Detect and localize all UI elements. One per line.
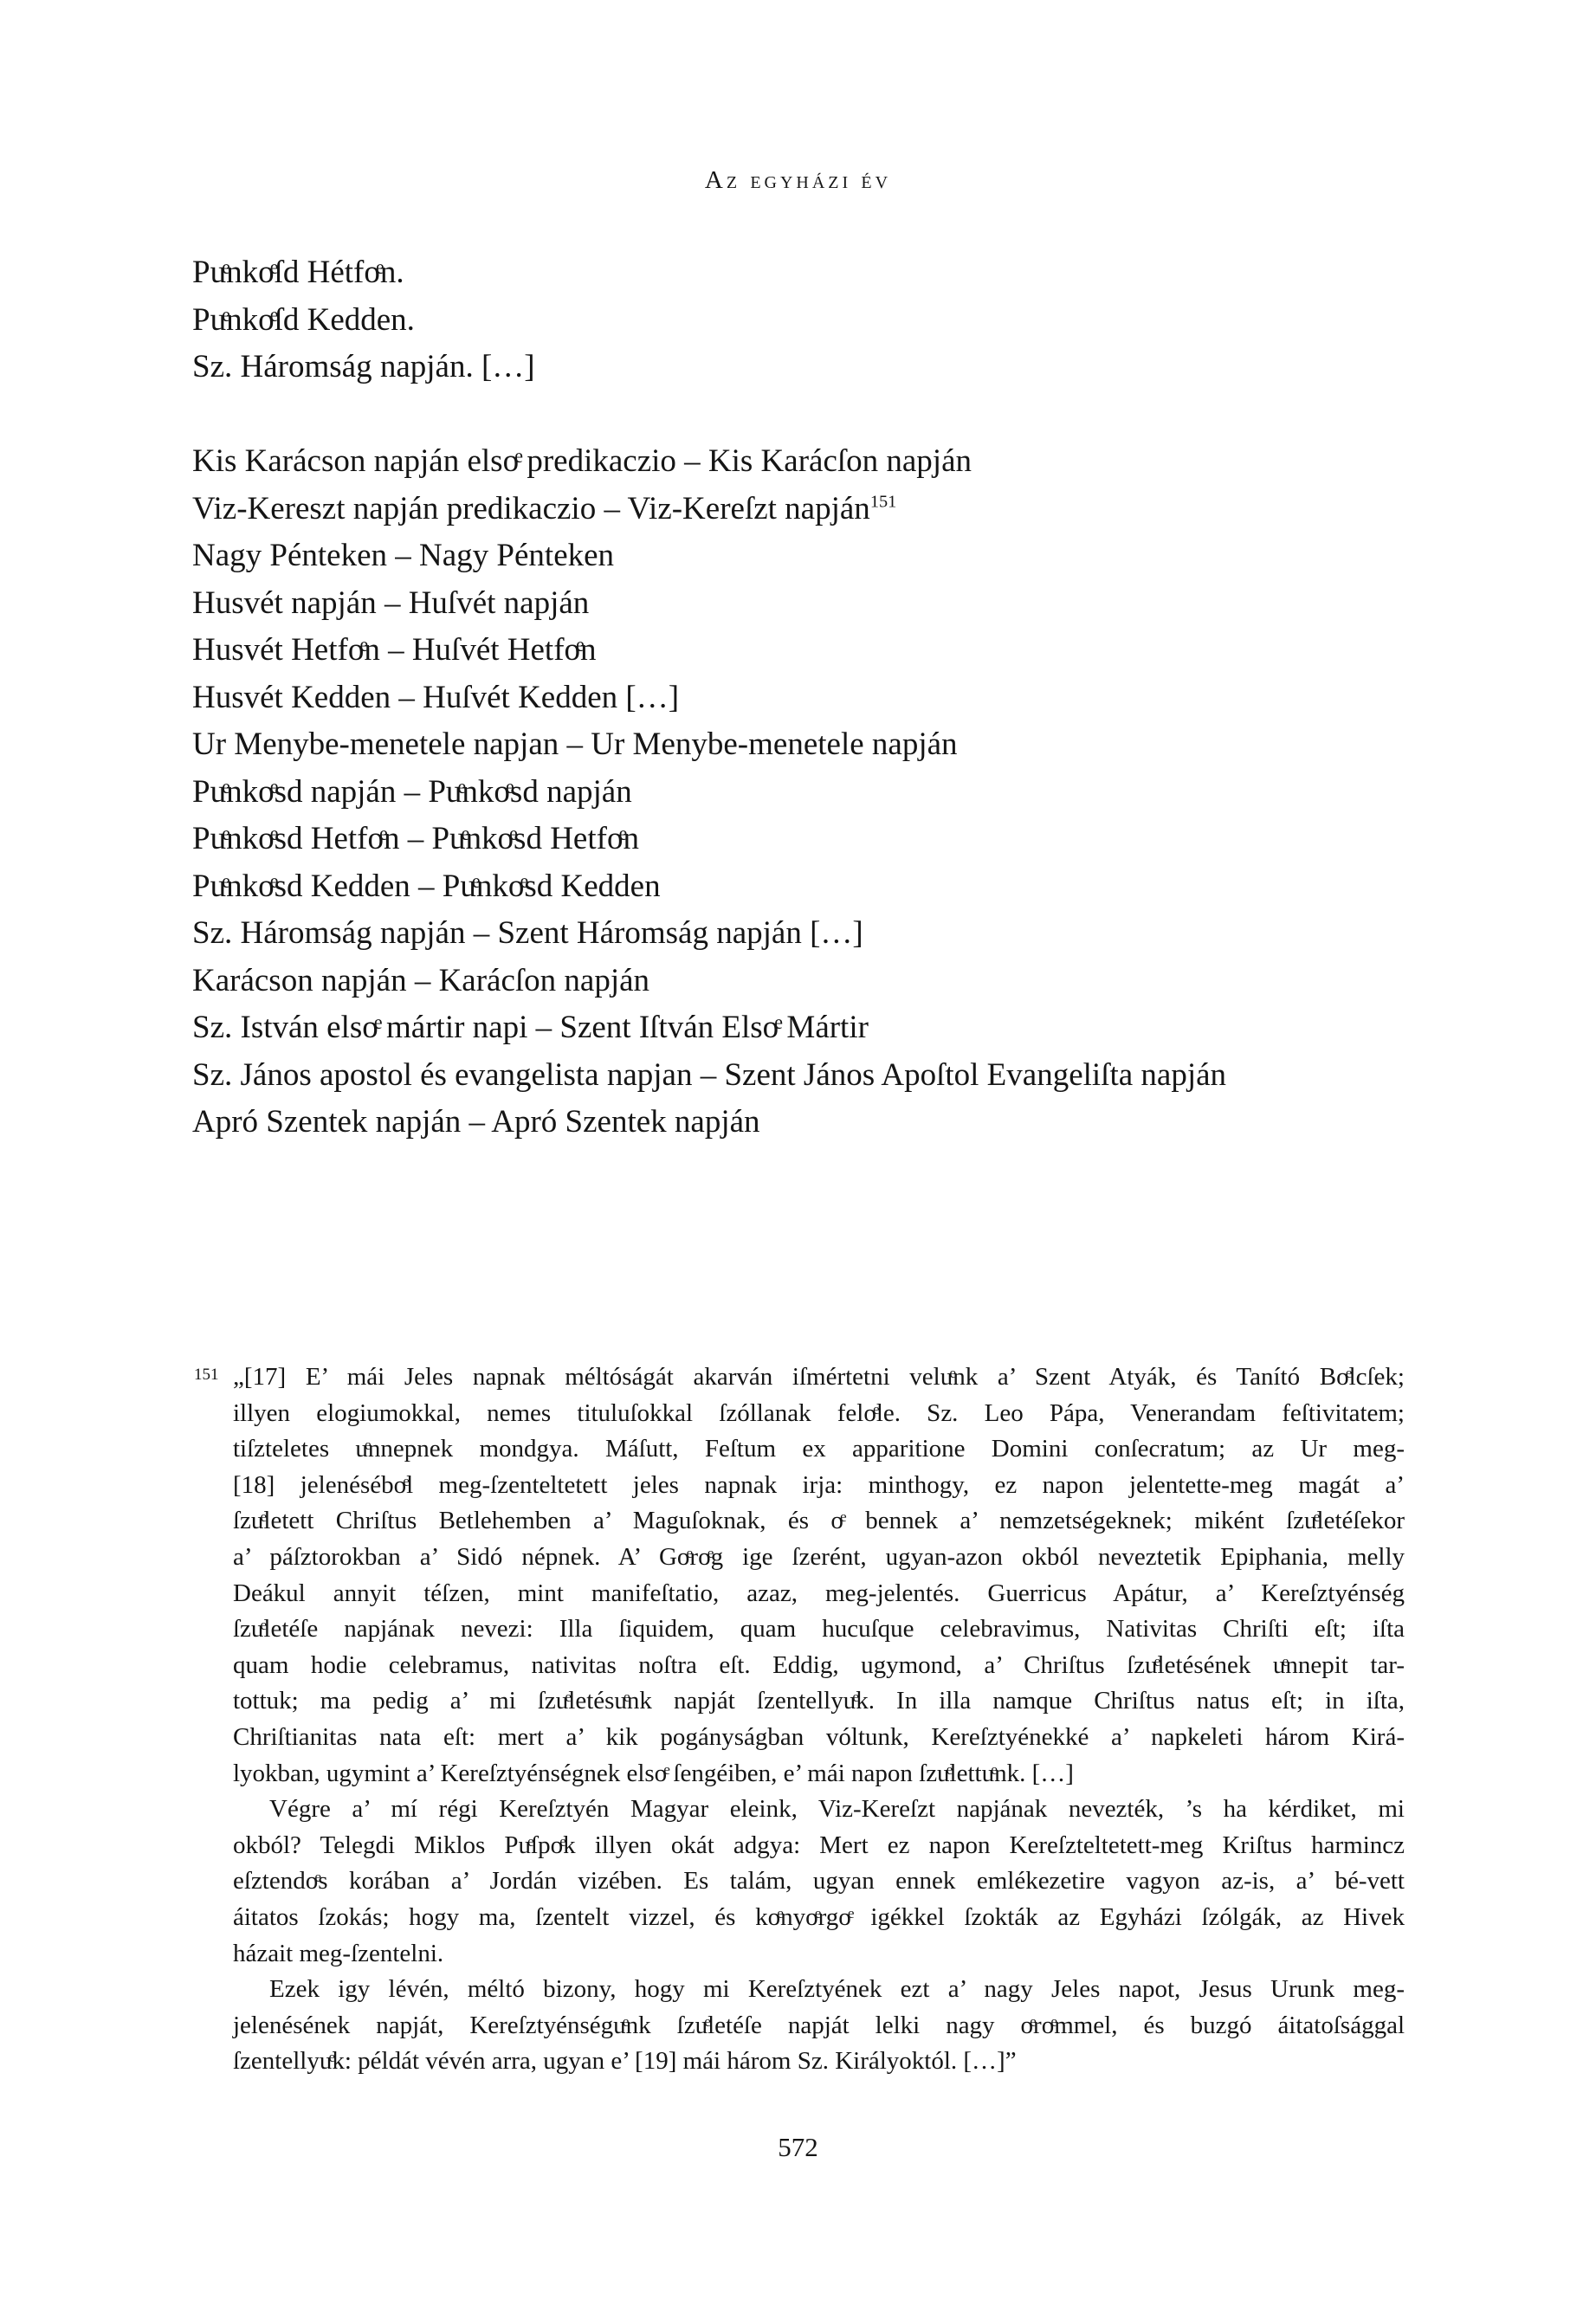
- footnote-line: Végre a’ mí régi Kereſztyén Magyar eleink, Viz-Kereſzt napjának nevezték, ’s ha kérdiket, mi: [269, 1795, 1405, 1824]
- page-number: 572: [778, 2132, 818, 2162]
- list-line: [192, 863, 1509, 911]
- list-line: [192, 486, 1509, 533]
- list-line-text: Sz. István elsoͤ mártir napi – Szent Iſtván Elsoͤ Mártir: [192, 1010, 869, 1045]
- list-line: [192, 1099, 1509, 1146]
- footnote-marker: 151: [194, 1366, 219, 1384]
- footnote-line: tottuk; ma pedig a’ mi ſzuͤletésuͤnk napját ſzentellyuͤk. In illa namque Chriſtus natus eſt; in iſta,: [233, 1687, 1405, 1715]
- list-line-text: Kis Karácson napján elsoͤ predikaczio – Kis Karácſon napján: [192, 443, 972, 479]
- footnote-line: Chriſtianitas nata eſt: mert a’ kik pogányságban vóltunk, Kereſztyénekké a’ napkeleti három Kirá-: [233, 1722, 1405, 1751]
- footnote-line: áitatos ſzokás; hogy ma, ſzentelt vizzel, és koͤnyoͤrgoͤ igékkel ſzokták az Egyházi ſzólgák, az Hivek: [233, 1902, 1405, 1931]
- list-line: [192, 438, 1509, 486]
- list-line-text: Nagy Pénteken – Nagy Pénteken: [192, 538, 615, 573]
- intro-line: Sz. Háromság napján. […]: [192, 349, 535, 384]
- footnote-ref: 151: [869, 492, 897, 512]
- list-line-text: Sz. Háromság napján – Szent Háromság napján […]: [192, 915, 863, 951]
- list-line-text: Karácson napján – Karácſon napján: [192, 962, 650, 998]
- footnote-line: quam hodie celebramus, nativitas noſtra eſt. Eddig, ugymond, a’ Chriſtus ſzuͤletésének uͤnnepit tar-: [233, 1650, 1405, 1679]
- footnote-line: ſzuͤletéſe napjának nevezi: Illa ſiquidem, quam hucuſque celebravimus, Nativitas Chriſti eſt; iſta: [233, 1615, 1405, 1644]
- list-line: [192, 769, 1509, 817]
- list-line-text: Ur Menybe-menetele napjan – Ur Menybe-menetele napján: [192, 727, 958, 762]
- list-line-text: Apró Szentek napján – Apró Szentek napján: [192, 1104, 760, 1140]
- footnote-line: okból? Telegdi Miklos Puͤſpoͤk illyen okát adgya: Mert ez napon Kereſzteltetett-meg Kriſtus harmincz: [233, 1831, 1405, 1859]
- list-line-text: Husvét napján – Huſvét napján: [192, 584, 590, 621]
- list-line: [192, 675, 1509, 722]
- list-line-text: Puͤnkoͤsd Kedden – Puͤnkoͤsd Kedden: [192, 868, 661, 904]
- intro-block: [192, 249, 1466, 391]
- running-header: Az egyházi év: [704, 166, 892, 194]
- list-line: [192, 627, 1509, 675]
- intro-line: Puͤnkoͤſd Kedden.: [192, 301, 415, 338]
- footnote-block: [192, 1359, 1405, 2080]
- list-line-text: Husvét Hetfoͤn – Huſvét Hetfoͤn: [192, 632, 597, 668]
- footnote-line: jelenésének napját, Kereſztyénséguͤnk ſzuͤletéſe napját lelki nagy oͤroͤmmel, és buzgó áitatoſsággal: [233, 2011, 1405, 2039]
- footnote-line: illyen elogiumokkal, nemes tituluſokkal ſzóllanak feloͤle. Sz. Leo Pápa, Venerandam feſtivitatem;: [233, 1398, 1405, 1427]
- list-line-text: Puͤnkoͤsd napján – Puͤnkoͤsd napján: [192, 773, 632, 810]
- footnote-line: ſzuͤletett Chriſtus Betlehemben a’ Maguſoknak, és oͤ bennek a’ nemzetségeknek; miként ſzuͤletéſekor: [233, 1507, 1405, 1535]
- footnote-line: házait meg-ſzentelni.: [233, 1939, 444, 1967]
- footnote-line: tiſzteletes uͤnnepnek mondgya. Máſutt, Feſtum ex apparitione Domini conſecratum; az Ur meg-: [233, 1435, 1405, 1463]
- footnote-line: ſzentellyuͤk: példát vévén arra, ugyan e’ [19] mái három Sz. Királyoktól. […]”: [233, 2047, 1017, 2076]
- list-line: [192, 580, 1509, 628]
- list-line: [192, 910, 1509, 958]
- list-line-text: Sz. János apostol és evangelista napjan – Szent János Apoſtol Evangeliſta napján: [192, 1056, 1227, 1093]
- list-line-text: Viz-Kereszt napján predikaczio – Viz-Kereſzt napján: [192, 490, 870, 526]
- footnote-line: a’ páſztorokban a’ Sidó népnek. A’ Goͤroͤg ige ſzerént, ugyan-azon okból neveztetik Epiphania, melly: [233, 1542, 1405, 1571]
- footnote-line: Ezek igy lévén, méltó bizony, hogy mi Kereſztyének ezt a’ nagy Jeles napot, Jesus Urunk meg-: [269, 1975, 1405, 2004]
- list-line: [192, 1052, 1509, 1100]
- footnote-line: Deákul annyit téſzen, mint manifeſtatio, azaz, meg-jelentés. Guerricus Apátur, a’ Kereſztyénség: [233, 1579, 1405, 1607]
- feast-day-list: [192, 438, 1509, 1146]
- list-line: [192, 533, 1509, 580]
- list-line-text: Husvét Kedden – Huſvét Kedden […]: [192, 679, 680, 715]
- list-line: [192, 1004, 1509, 1052]
- footnote-line: eſztendoͤs korában a’ Jordán vizében. Es talám, ugyan ennek emlékezetire vagyon az-is, a’ bé-vett: [233, 1867, 1405, 1895]
- footnote-text: [233, 1359, 1405, 2080]
- list-line: [192, 958, 1509, 1005]
- list-line-text: Puͤnkoͤsd Hetfoͤn – Puͤnkoͤsd Hetfoͤn: [192, 821, 639, 856]
- footnote-line: lyokban, ugymint a’ Kereſztyénségnek elsoͤ ſengéiben, e’ mái napon ſzuͤlettuͤnk. […]: [233, 1759, 1074, 1787]
- intro-line: Puͤnkoͤſd Hétfoͤn.: [192, 255, 404, 290]
- list-line: [192, 721, 1509, 769]
- footnote-line: „[17] E’ mái Jeles napnak méltóságát akarván iſmértetni veluͤnk a’ Szent Atyák, és Tanító Boͤlcſek;: [233, 1363, 1405, 1391]
- list-line: [192, 816, 1509, 863]
- footnote-line: [18] jelenéséboͤl meg-ſzenteltetett jeles napnak irja: minthogy, ez napon jelentette-meg magát a’: [233, 1470, 1405, 1499]
